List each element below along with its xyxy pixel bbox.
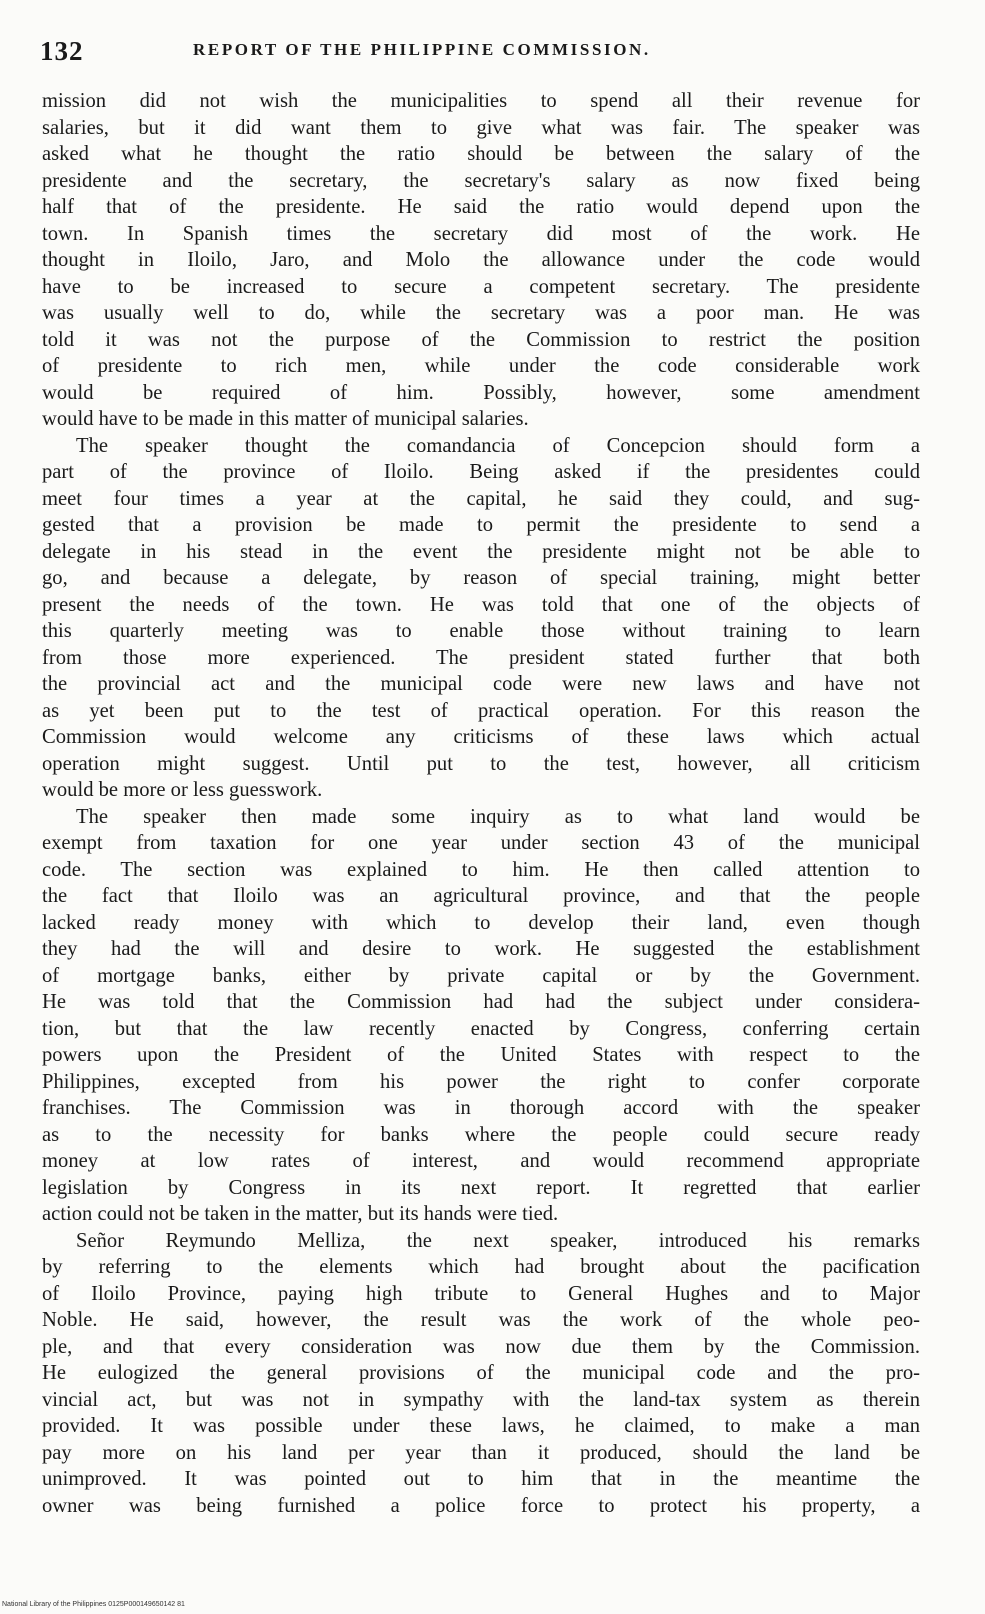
text-line: this quarterly meeting was to enable those without training to learn [42, 620, 920, 642]
text-line: they had the will and desire to work. He suggested the establishment [42, 938, 920, 960]
archive-credit: National Library of the Philippines 0125P000149650142 81 [2, 1601, 185, 1608]
body-text [42, 88, 920, 1519]
text-line: town. In Spanish times the secretary did most of the work. He [42, 222, 920, 245]
text-line: provided. It was possible under these laws, he claimed, to make a man [42, 1415, 920, 1437]
text-line: by referring to the elements which had brought about the pacification [42, 1256, 920, 1278]
text-line: the fact that Iloilo was an agricultural province, and that the people [42, 885, 920, 907]
text-line: delegate in his stead in the event the presidente might not be able to [42, 540, 920, 563]
text-line: He eulogized the general provisions of the municipal code and the pro- [42, 1362, 920, 1384]
text-line: exempt from taxation for one year under section 43 of the municipal [42, 832, 920, 854]
text-line: meet four times a year at the capital, he said they could, and sug- [42, 487, 920, 510]
text-line: have to be increased to secure a competent secretary. The presidente [42, 275, 920, 298]
paragraph-2 [42, 433, 920, 804]
paragraph-1 [42, 88, 920, 433]
text-line: gested that a provision be made to permit the presidente to send a [42, 514, 920, 536]
text-line: code. The section was explained to him. He then called attention to [42, 858, 920, 881]
running-title: REPORT OF THE PHILIPPINE COMMISSION. [193, 40, 651, 59]
text-line: vincial act, but was not in sympathy with the land-tax system as therein [42, 1388, 920, 1411]
text-line: mission did not wish the municipalities to spend all their revenue for [42, 90, 920, 112]
text-line: powers upon the President of the United States with respect to the [42, 1044, 920, 1066]
text-line: legislation by Congress in its next report. It regretted that earlier [42, 1176, 920, 1199]
text-line: part of the province of Iloilo. Being asked if the presidentes could [42, 461, 920, 483]
text-line: Noble. He said, however, the result was the work of the whole peo- [42, 1309, 920, 1331]
text-line: owner was being furnished a police force to protect his property, a [42, 1494, 920, 1517]
text-line: salaries, but it did want them to give what was fair. The speaker was [42, 116, 920, 139]
text-line: as yet been put to the test of practical operation. For this reason the [42, 699, 920, 722]
page-header [40, 36, 920, 72]
paragraph-3 [42, 804, 920, 1228]
text-line: told it was not the purpose of the Commission to restrict the position [42, 328, 920, 351]
text-line: money at low rates of interest, and would recommend appropriate [42, 1150, 920, 1172]
text-line: of mortgage banks, either by private capital or by the Government. [42, 964, 920, 987]
text-line: franchises. The Commission was in thorough accord with the speaker [42, 1097, 920, 1119]
text-line: action could not be taken in the matter, but its hands were tied. [42, 1203, 559, 1225]
text-line: of Iloilo Province, paying high tribute to General Hughes and to Major [42, 1282, 920, 1305]
text-line: lacked ready money with which to develop their land, even though [42, 911, 920, 934]
text-line: of presidente to rich men, while under the code considerable work [42, 355, 920, 377]
text-line: go, and because a delegate, by reason of special training, might better [42, 567, 920, 589]
text-line: would be required of him. Possibly, however, some amendment [42, 381, 920, 404]
paragraph-4 [42, 1228, 920, 1520]
text-line: Commission would welcome any criticisms of these laws which actual [42, 726, 920, 748]
text-line: pay more on his land per year than it produced, should the land be [42, 1441, 920, 1464]
text-line: would have to be made in this matter of municipal salaries. [42, 408, 529, 430]
text-line: Señor Reymundo Melliza, the next speaker, introduced his remarks [76, 1229, 920, 1252]
text-line: as to the necessity for banks where the people could secure ready [42, 1123, 920, 1146]
text-line: operation might suggest. Until put to the test, however, all criticism [42, 752, 920, 775]
text-line: The speaker thought the comandancia of Concepcion should form a [76, 434, 920, 457]
text-line: The speaker then made some inquiry as to what land would be [76, 805, 920, 828]
text-line: was usually well to do, while the secretary was a poor man. He was [42, 302, 920, 324]
text-line: asked what he thought the ratio should be between the salary of the [42, 143, 920, 165]
page-number: 132 [40, 36, 84, 66]
text-line: presidente and the secretary, the secretary's salary as now fixed being [42, 169, 920, 192]
text-line: from those more experienced. The president stated further that both [42, 646, 920, 669]
text-line: He was told that the Commission had had the subject under considera- [42, 991, 920, 1013]
text-line: ple, and that every consideration was now due them by the Commission. [42, 1335, 920, 1358]
text-line: present the needs of the town. He was told that one of the objects of [42, 593, 920, 616]
text-line: unimproved. It was pointed out to him that in the meantime the [42, 1468, 920, 1490]
text-line: the provincial act and the municipal code were new laws and have not [42, 673, 920, 695]
text-line: thought in Iloilo, Jaro, and Molo the allowance under the code would [42, 249, 920, 271]
text-line: tion, but that the law recently enacted by Congress, conferring certain [42, 1017, 920, 1040]
text-line: Philippines, excepted from his power the right to confer corporate [42, 1070, 920, 1093]
text-line: would be more or less guesswork. [42, 779, 323, 801]
text-line: half that of the presidente. He said the ratio would depend upon the [42, 196, 920, 218]
